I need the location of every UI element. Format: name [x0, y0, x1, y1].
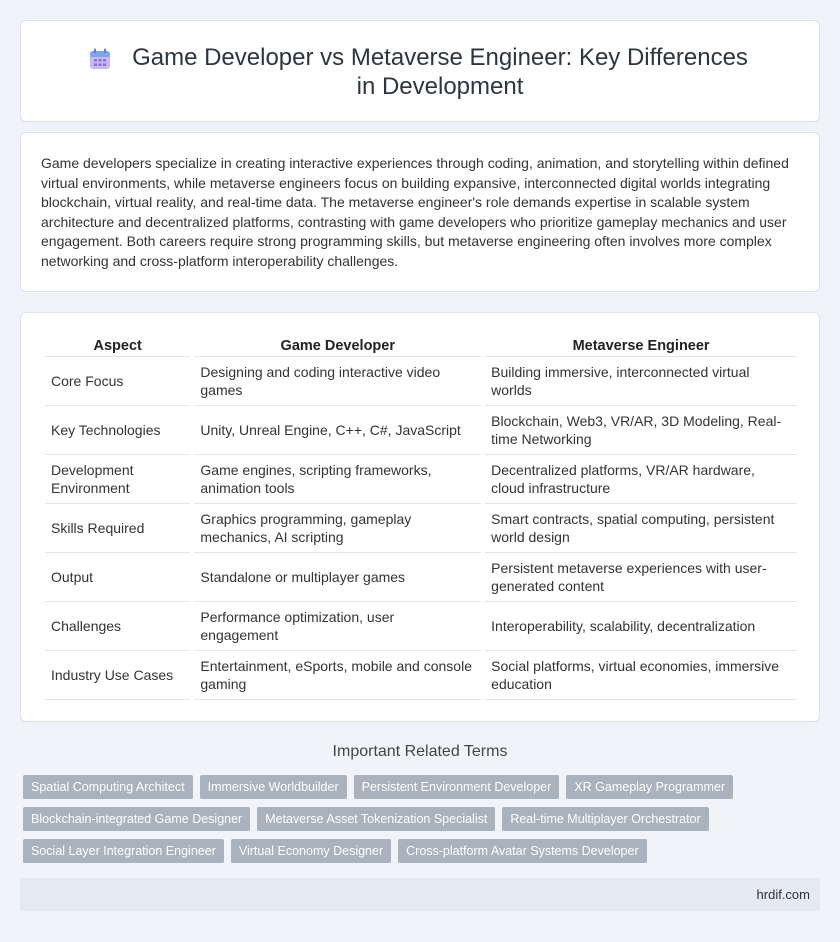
related-term-tag[interactable]: Immersive Worldbuilder	[200, 775, 347, 799]
table-header-row	[45, 335, 797, 357]
related-term-tag[interactable]: Persistent Environment Developer	[354, 775, 560, 799]
table-cell-game-developer: Entertainment, eSports, mobile and console gaming	[194, 651, 481, 700]
table-row	[45, 357, 797, 406]
table-cell-metaverse-engineer: Building immersive, interconnected virtual worlds	[485, 357, 797, 406]
intro-paragraph: Game developers specialize in creating interactive experiences through coding, animation, and storytelling within defined virtual environments, while metaverse engineers focus on building expansive, interconnected digital worlds integrating blockchain, virtual reality, and real-time data. The metaverse engineer's role demands expertise in scalable system architecture and decentralized platforms, contrasting with game developers who prioritize gameplay mechanics and user engagement. Both careers require strong programming skills, but metaverse engineering often involves more complex networking and cross-platform interoperability challenges.	[41, 155, 789, 269]
comparison-table	[41, 335, 801, 700]
header-metaverse-engineer: Metaverse Engineer	[485, 335, 797, 357]
comparison-card	[20, 312, 820, 722]
header-game-developer: Game Developer	[194, 335, 481, 357]
table-cell-metaverse-engineer: Interoperability, scalability, decentralization	[485, 602, 797, 651]
intro-card	[20, 132, 820, 292]
table-cell-metaverse-engineer: Decentralized platforms, VR/AR hardware, cloud infrastructure	[485, 455, 797, 504]
table-cell-aspect: Industry Use Cases	[45, 651, 190, 700]
page-title: Game Developer vs Metaverse Engineer: Key Differences in Development	[132, 44, 748, 100]
related-terms-title: Important Related Terms	[332, 743, 508, 760]
table-cell-game-developer: Performance optimization, user engagement	[194, 602, 481, 651]
table-cell-aspect: Key Technologies	[45, 406, 190, 455]
table-row	[45, 455, 797, 504]
table-cell-metaverse-engineer: Persistent metaverse experiences with user-generated content	[485, 553, 797, 602]
related-term-tag[interactable]: XR Gameplay Programmer	[566, 775, 733, 799]
table-cell-game-developer: Game engines, scripting frameworks, animation tools	[194, 455, 481, 504]
table-cell-metaverse-engineer: Smart contracts, spatial computing, persistent world design	[485, 504, 797, 553]
table-cell-metaverse-engineer: Social platforms, virtual economies, immersive education	[485, 651, 797, 700]
related-term-tag[interactable]: Social Layer Integration Engineer	[23, 839, 224, 863]
table-cell-aspect: Development Environment	[45, 455, 190, 504]
table-row	[45, 504, 797, 553]
header-aspect: Aspect	[45, 335, 190, 357]
table-cell-metaverse-engineer: Blockchain, Web3, VR/AR, 3D Modeling, Real-time Networking	[485, 406, 797, 455]
table-row	[45, 602, 797, 651]
table-cell-aspect: Core Focus	[45, 357, 190, 406]
related-term-tag[interactable]: Metaverse Asset Tokenization Specialist	[257, 807, 495, 831]
table-cell-game-developer: Unity, Unreal Engine, C++, C#, JavaScript	[194, 406, 481, 455]
related-term-tag[interactable]: Spatial Computing Architect	[23, 775, 193, 799]
table-cell-game-developer: Standalone or multiplayer games	[194, 553, 481, 602]
table-row	[45, 651, 797, 700]
table-row	[45, 553, 797, 602]
footer-site[interactable]: hrdif.com	[756, 887, 810, 902]
related-term-tag[interactable]: Real-time Multiplayer Orchestrator	[502, 807, 708, 831]
table-cell-aspect: Challenges	[45, 602, 190, 651]
footer	[20, 878, 820, 911]
title-card	[20, 20, 820, 122]
table-cell-aspect: Skills Required	[45, 504, 190, 553]
tag-row	[23, 807, 823, 831]
related-terms-tags	[23, 775, 823, 871]
related-term-tag[interactable]: Blockchain-integrated Game Designer	[23, 807, 250, 831]
table-cell-aspect: Output	[45, 553, 190, 602]
related-term-tag[interactable]: Virtual Economy Designer	[231, 839, 391, 863]
tag-row	[23, 839, 823, 863]
tag-row	[23, 775, 823, 799]
related-term-tag[interactable]: Cross-platform Avatar Systems Developer	[398, 839, 647, 863]
table-row	[45, 406, 797, 455]
table-cell-game-developer: Graphics programming, gameplay mechanics, AI scripting	[194, 504, 481, 553]
table-cell-game-developer: Designing and coding interactive video games	[194, 357, 481, 406]
